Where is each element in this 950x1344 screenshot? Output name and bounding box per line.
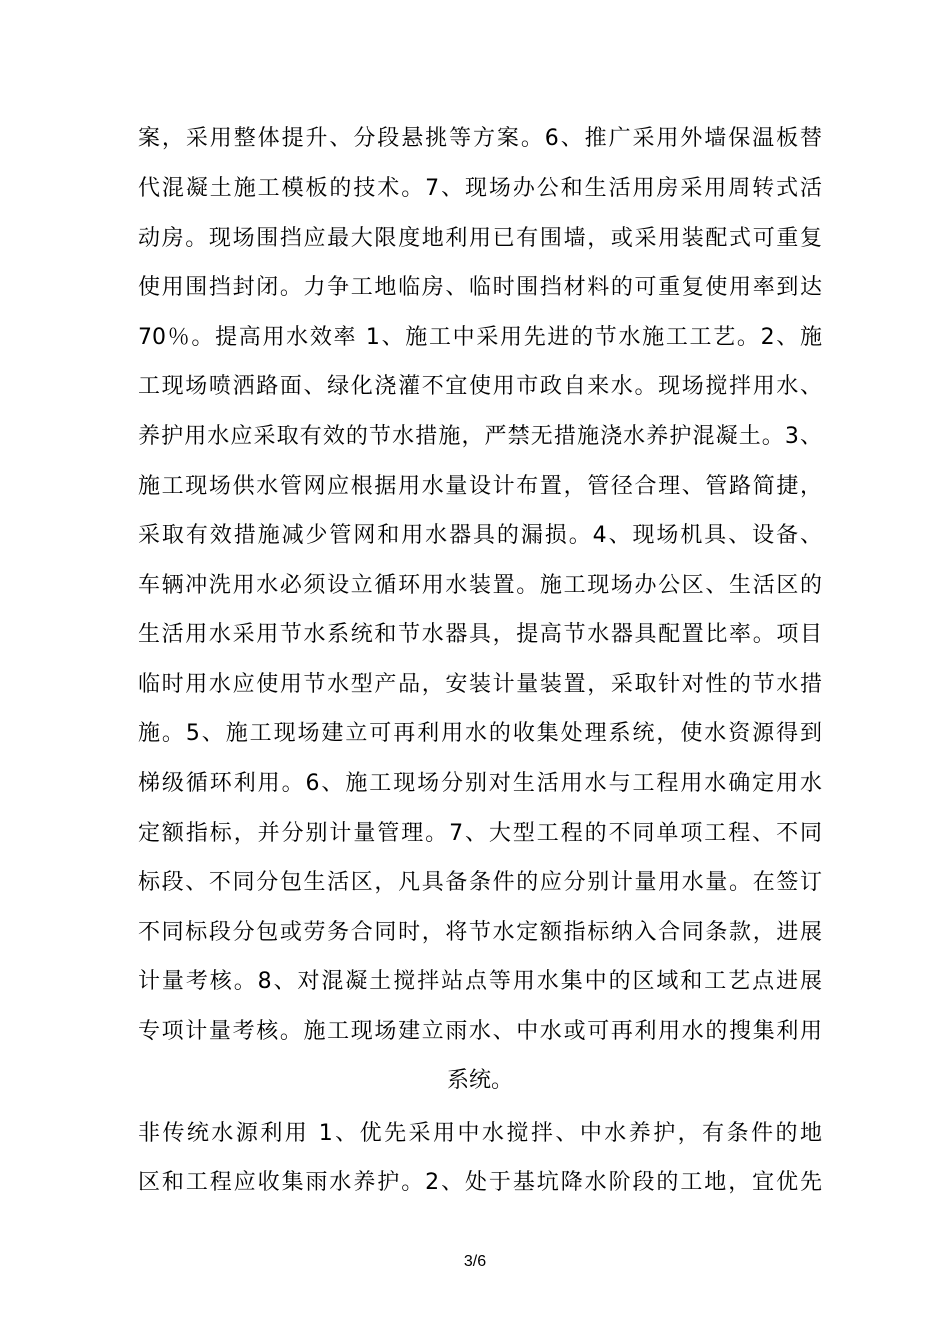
- body-line: 标段、不同分包生活区，凡具备条件的应分别计量用水量。在签订: [138, 870, 822, 895]
- body-line-centered: 系统。: [446, 1068, 513, 1093]
- body-line: 养护用水应采取有效的节水措施，严禁无措施浇水养护混凝土。3、: [138, 424, 822, 449]
- body-line: 专项计量考核。施工现场建立雨水、中水或可再利用水的搜集利用: [138, 1019, 822, 1044]
- body-line: 施工现场供水管网应根据用水量设计布置，管径合理、管路简捷，: [138, 474, 822, 499]
- body-line: 70％。提高用水效率 1、施工中采用先进的节水施工工艺。2、施: [138, 325, 822, 350]
- body-line: 区和工程应收集雨水养护。2、处于基坑降水阶段的工地，宜优先: [138, 1170, 822, 1195]
- body-line: 车辆冲洗用水必须设立循环用水装置。施工现场办公区、生活区的: [138, 573, 822, 598]
- body-line: 临时用水应使用节水型产品，安装计量装置，采取针对性的节水措: [138, 672, 822, 697]
- body-line: 定额指标，并分别计量管理。7、大型工程的不同单项工程、不同: [138, 821, 822, 846]
- body-line: 动房。现场围挡应最大限度地利用已有围墙，或采用装配式可重复: [138, 226, 822, 251]
- body-line: 代混凝土施工模板的技术。7、现场办公和生活用房采用周转式活: [138, 176, 822, 201]
- body-line: 使用围挡封闭。力争工地临房、临时围挡材料的可重复使用率到达: [138, 275, 822, 300]
- body-line: 采取有效措施减少管网和用水器具的漏损。4、现场机具、设备、: [138, 523, 822, 548]
- body-line: 非传统水源利用 1、优先采用中水搅拌、中水养护，有条件的地: [138, 1121, 822, 1146]
- body-line: 生活用水采用节水系统和节水器具，提高节水器具配置比率。项目: [138, 622, 822, 647]
- body-line: 案，采用整体提升、分段悬挑等方案。6、推广采用外墙保温板替: [138, 126, 822, 151]
- body-line: 施。5、施工现场建立可再利用水的收集处理系统，使水资源得到: [138, 721, 822, 746]
- body-line: 工现场喷洒路面、绿化浇灌不宜使用市政自来水。现场搅拌用水、: [138, 374, 822, 399]
- body-line: 不同标段分包或劳务合同时，将节水定额指标纳入合同条款，进展: [138, 920, 822, 945]
- body-line: 梯级循环利用。6、施工现场分别对生活用水与工程用水确定用水: [138, 771, 822, 796]
- page-number: 3/6: [463, 1253, 487, 1270]
- body-line: 计量考核。8、对混凝土搅拌站点等用水集中的区域和工艺点进展: [138, 969, 822, 994]
